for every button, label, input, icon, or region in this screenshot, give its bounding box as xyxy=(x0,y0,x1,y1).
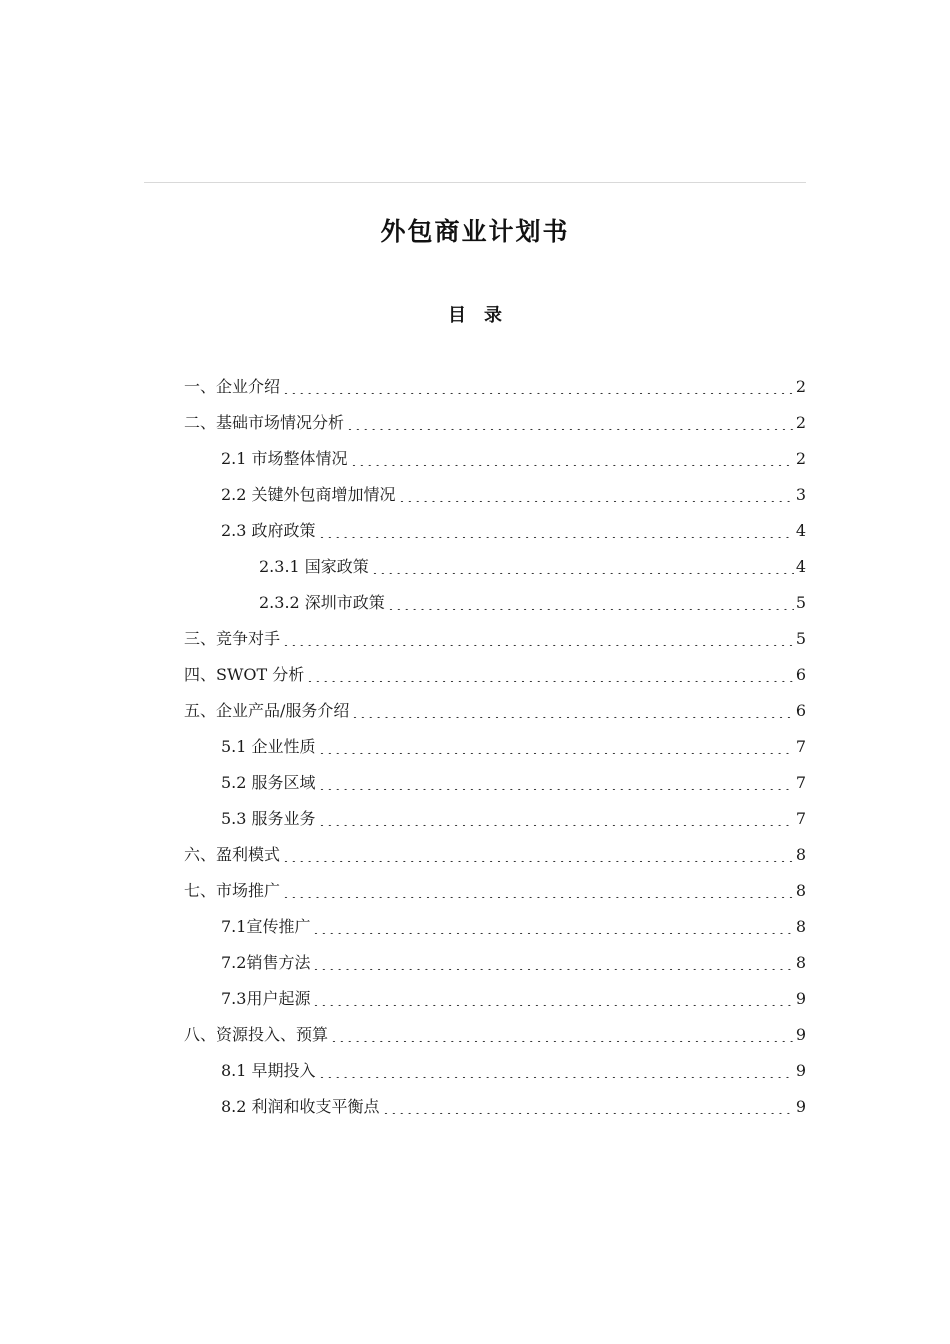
toc-entry[interactable] xyxy=(221,441,806,477)
toc-page-number: 8 xyxy=(795,917,806,936)
toc-page-number: 9 xyxy=(795,1097,806,1116)
toc-entry-text: 八、资源投入、预算 xyxy=(184,1025,329,1044)
toc-dot-leader xyxy=(312,956,793,970)
toc-dot-leader xyxy=(318,740,794,754)
toc-page-number: 2 xyxy=(795,413,806,432)
toc-page-number: 9 xyxy=(795,989,806,1008)
toc-entry-text: 5.3 服务业务 xyxy=(221,809,316,828)
toc-dot-leader xyxy=(346,416,794,430)
toc-entry-text: 三、竞争对手 xyxy=(184,629,281,648)
toc-entry[interactable] xyxy=(221,981,806,1017)
toc-dot-leader xyxy=(350,452,794,466)
toc-page-number: 7 xyxy=(795,773,806,792)
toc-page-number: 2 xyxy=(795,449,806,468)
toc-dot-leader xyxy=(282,632,794,646)
toc-entry-text: 2.3.1 国家政策 xyxy=(259,557,369,576)
toc-entry[interactable] xyxy=(221,477,806,513)
toc-dot-leader xyxy=(282,884,794,898)
toc-page-number: 7 xyxy=(795,809,806,828)
toc-dot-leader xyxy=(387,596,794,610)
toc-entry-text: 六、盈利模式 xyxy=(184,845,281,864)
toc-entry[interactable] xyxy=(221,513,806,549)
toc-heading: 目 录 xyxy=(448,305,502,326)
toc-entry[interactable] xyxy=(221,945,806,981)
toc-entry-text: 一、企业介绍 xyxy=(184,377,281,396)
toc-entry[interactable] xyxy=(184,873,806,909)
toc-dot-leader xyxy=(318,524,794,538)
toc-page-number: 9 xyxy=(795,1061,806,1080)
toc-entry-text: 2.3.2 深圳市政策 xyxy=(259,593,385,612)
toc-dot-leader xyxy=(351,704,793,718)
toc-entry[interactable] xyxy=(221,909,806,945)
toc-page-number: 4 xyxy=(795,521,806,540)
toc-dot-leader xyxy=(306,668,794,682)
toc-dot-leader xyxy=(382,1100,794,1114)
toc-entry[interactable] xyxy=(221,765,806,801)
toc-entry-text: 7.2销售方法 xyxy=(221,953,311,972)
toc-entry-text: 五、企业产品/服务介绍 xyxy=(184,701,350,720)
toc-entry-text: 2.2 关键外包商增加情况 xyxy=(221,485,396,504)
toc-entry[interactable] xyxy=(184,369,806,405)
toc-dot-leader xyxy=(312,992,793,1006)
toc-entry-text: 5.2 服务区域 xyxy=(221,773,316,792)
toc-entry-text: 2.3 政府政策 xyxy=(221,521,316,540)
header-divider xyxy=(144,182,806,183)
toc-entry-text: 7.3用户起源 xyxy=(221,989,311,1008)
toc-entry[interactable] xyxy=(259,585,806,621)
toc-page-number: 6 xyxy=(795,665,806,684)
toc-page-number: 7 xyxy=(795,737,806,756)
toc-entry-text: 2.1 市场整体情况 xyxy=(221,449,348,468)
toc-entry-text: 8.1 早期投入 xyxy=(221,1061,316,1080)
toc-entry[interactable] xyxy=(221,801,806,837)
toc-page-number: 5 xyxy=(795,629,806,648)
toc-page-number: 8 xyxy=(795,881,806,900)
toc-page-number: 6 xyxy=(795,701,806,720)
toc-dot-leader xyxy=(398,488,794,502)
toc-dot-leader xyxy=(318,812,794,826)
toc-dot-leader xyxy=(318,776,794,790)
toc-page-number: 4 xyxy=(795,557,806,576)
toc-page-number: 5 xyxy=(795,593,806,612)
toc-entry-text: 二、基础市场情况分析 xyxy=(184,413,345,432)
toc-page-number: 3 xyxy=(795,485,806,504)
toc-page-number: 8 xyxy=(795,845,806,864)
toc-dot-leader xyxy=(371,560,794,574)
toc-entry[interactable] xyxy=(184,405,806,441)
toc-dot-leader xyxy=(312,920,793,934)
toc-entry[interactable] xyxy=(184,837,806,873)
toc-entry[interactable] xyxy=(259,549,806,585)
toc-page-number: 8 xyxy=(795,953,806,972)
toc-entry[interactable] xyxy=(184,657,806,693)
toc-entry[interactable] xyxy=(221,1089,806,1125)
toc-dot-leader xyxy=(330,1028,794,1042)
toc-entry-text: 7.1宣传推广 xyxy=(221,917,311,936)
toc-dot-leader xyxy=(318,1064,794,1078)
toc-dot-leader xyxy=(282,848,794,862)
toc-entry-text: 8.2 利润和收支平衡点 xyxy=(221,1097,380,1116)
toc-page-number: 9 xyxy=(795,1025,806,1044)
toc-entry[interactable] xyxy=(184,693,806,729)
toc-entry[interactable] xyxy=(184,1017,806,1053)
toc-entry-text: 5.1 企业性质 xyxy=(221,737,316,756)
toc-entry[interactable] xyxy=(221,1053,806,1089)
toc-dot-leader xyxy=(282,380,794,394)
toc-entry[interactable] xyxy=(184,621,806,657)
toc-page-number: 2 xyxy=(795,377,806,396)
toc-entry-text: 四、SWOT 分析 xyxy=(184,665,305,684)
document-title: 外包商业计划书 xyxy=(380,217,570,246)
toc-entry[interactable] xyxy=(221,729,806,765)
toc-entry-text: 七、市场推广 xyxy=(184,881,281,900)
